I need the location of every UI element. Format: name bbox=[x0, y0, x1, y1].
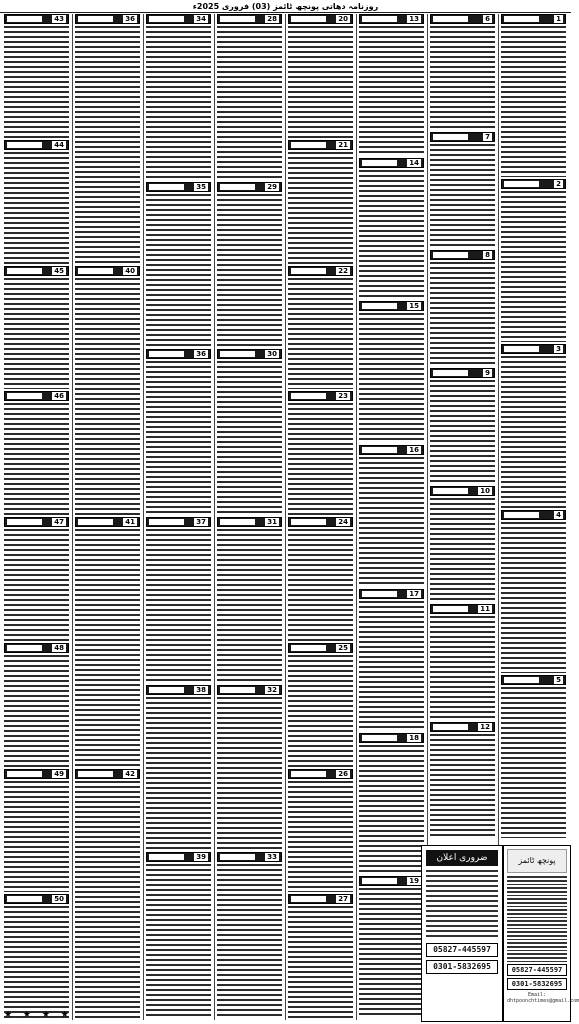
notice-title-box bbox=[433, 16, 468, 22]
notice-header bbox=[359, 876, 424, 886]
notice bbox=[288, 517, 353, 641]
notice-header bbox=[359, 158, 424, 168]
notice-title-box bbox=[7, 645, 42, 651]
notice-number: 42 bbox=[125, 769, 135, 778]
notice-body bbox=[430, 26, 495, 130]
notice-header bbox=[4, 266, 69, 276]
notice-number: 36 bbox=[196, 350, 206, 359]
notice-title-box bbox=[504, 677, 539, 683]
notice-body bbox=[146, 864, 211, 1018]
notice-body bbox=[4, 403, 69, 515]
notice-body bbox=[146, 697, 211, 851]
notice bbox=[4, 643, 69, 767]
staff-role bbox=[507, 876, 567, 885]
notice-header bbox=[430, 132, 495, 142]
notice-header bbox=[288, 14, 353, 24]
notice bbox=[217, 517, 282, 683]
notice-header bbox=[4, 894, 69, 904]
notice-header bbox=[146, 14, 211, 24]
column-6 bbox=[357, 14, 426, 1020]
notice bbox=[430, 132, 495, 248]
notice-number: 8 bbox=[485, 251, 490, 259]
notice-header bbox=[430, 14, 495, 24]
notice-number: 37 bbox=[196, 518, 206, 526]
notice-number: 23 bbox=[338, 392, 348, 401]
notice-body bbox=[75, 278, 140, 516]
notice-body bbox=[359, 457, 424, 587]
staff-phone-2[interactable]: 0301-5832695 bbox=[507, 978, 567, 990]
notice-number: 41 bbox=[125, 518, 135, 526]
notice-header bbox=[146, 349, 211, 359]
notice-title-box bbox=[362, 591, 397, 597]
notice-body bbox=[288, 403, 353, 515]
notice-title-box bbox=[149, 687, 184, 693]
notice-number: 19 bbox=[409, 877, 419, 886]
notice-title-box bbox=[291, 896, 326, 902]
notice-title-box bbox=[220, 519, 255, 525]
notice-header bbox=[217, 349, 282, 359]
notice-body bbox=[430, 616, 495, 720]
notice-header bbox=[430, 250, 495, 260]
notice-header bbox=[288, 517, 353, 527]
notice-number: 39 bbox=[196, 853, 206, 862]
notice-title-box bbox=[362, 160, 397, 166]
notice-header bbox=[288, 266, 353, 276]
notice-body bbox=[4, 152, 69, 264]
notice-body bbox=[146, 529, 211, 683]
notice-header bbox=[217, 14, 282, 24]
notice-number: 38 bbox=[196, 685, 206, 694]
notice-number: 15 bbox=[409, 302, 419, 311]
notice-title-box bbox=[291, 16, 326, 22]
notice-number: 3 bbox=[556, 345, 561, 354]
notice-number: 29 bbox=[267, 182, 277, 191]
notice-body bbox=[75, 781, 140, 1019]
notice-header bbox=[146, 852, 211, 862]
notice-header bbox=[288, 769, 353, 779]
notice-title-box bbox=[220, 687, 255, 693]
notice-number: 9 bbox=[485, 369, 490, 377]
notice-title-box bbox=[7, 771, 42, 777]
notice-header bbox=[501, 344, 566, 354]
notice bbox=[359, 301, 424, 443]
notice-title-box bbox=[7, 519, 42, 525]
staff-role bbox=[507, 942, 567, 951]
notice-number: 7 bbox=[485, 133, 490, 141]
notice-number: 11 bbox=[480, 605, 490, 613]
notice bbox=[430, 250, 495, 366]
contact-phone-2[interactable]: 0301-5832695 bbox=[426, 960, 498, 974]
notice-header bbox=[359, 445, 424, 455]
notice-header bbox=[501, 179, 566, 189]
notice-number: 5 bbox=[556, 675, 561, 684]
notice bbox=[217, 14, 282, 180]
notice-title-box bbox=[7, 142, 42, 148]
notice-header bbox=[146, 685, 211, 695]
notice-number: 2 bbox=[556, 180, 561, 189]
notice-body bbox=[288, 906, 353, 1018]
notice-title-box bbox=[362, 735, 397, 741]
notice bbox=[501, 344, 566, 507]
notice-title-box bbox=[7, 16, 42, 22]
notice-body bbox=[146, 361, 211, 515]
notice-number: 40 bbox=[125, 266, 135, 275]
notice-body bbox=[430, 734, 495, 838]
notice-title-box bbox=[149, 184, 184, 190]
notice-body bbox=[4, 529, 69, 641]
notice-title-box bbox=[78, 519, 113, 525]
column-8 bbox=[499, 14, 568, 840]
notice-header bbox=[359, 589, 424, 599]
notice-header bbox=[501, 510, 566, 520]
notice-body bbox=[217, 194, 282, 348]
notice-number: 13 bbox=[409, 15, 419, 23]
notice-number: 28 bbox=[267, 15, 277, 23]
notice bbox=[430, 368, 495, 484]
staff-email[interactable]: Email: dhtpoonchtimes@gmail.com bbox=[507, 992, 579, 1004]
notice-number: 18 bbox=[409, 733, 419, 742]
notice-title-box bbox=[504, 512, 539, 518]
notice-body bbox=[217, 529, 282, 683]
notice bbox=[501, 510, 566, 673]
notice-title-box bbox=[433, 488, 468, 494]
notice bbox=[430, 486, 495, 602]
notice bbox=[430, 14, 495, 130]
notice-title-box bbox=[291, 393, 326, 399]
notice-title-box bbox=[291, 645, 326, 651]
notice bbox=[359, 733, 424, 875]
notice-title-box bbox=[504, 16, 539, 22]
notice-title-box bbox=[78, 16, 113, 22]
notice-body bbox=[359, 26, 424, 156]
notice-header bbox=[430, 368, 495, 378]
notice-header bbox=[4, 14, 69, 24]
column-4 bbox=[215, 14, 284, 1020]
notice-number: 21 bbox=[338, 140, 348, 149]
notice bbox=[430, 604, 495, 720]
notice-body bbox=[288, 655, 353, 767]
notice bbox=[288, 140, 353, 264]
notice-title-box bbox=[433, 606, 468, 612]
notice-title-box bbox=[220, 854, 255, 860]
notice-body bbox=[430, 144, 495, 248]
notice-title-box bbox=[220, 16, 255, 22]
notice-header bbox=[146, 182, 211, 192]
notice bbox=[217, 349, 282, 515]
notice-header bbox=[4, 517, 69, 527]
notice-header bbox=[4, 643, 69, 653]
notice-body bbox=[359, 601, 424, 731]
notice-body bbox=[359, 170, 424, 300]
notice-header bbox=[430, 604, 495, 614]
notice-body bbox=[430, 262, 495, 366]
notice-title-box bbox=[220, 184, 255, 190]
masthead-date: روزنامہ دھاتی پونچھ ٹائمز (03) فروری 2025ء bbox=[192, 1, 379, 11]
notice-title-box bbox=[433, 252, 468, 258]
notice bbox=[4, 266, 69, 390]
notice-header bbox=[217, 852, 282, 862]
notice-body bbox=[4, 278, 69, 390]
notice-number: 30 bbox=[267, 350, 277, 359]
notice-number: 36 bbox=[125, 15, 135, 23]
staff-role bbox=[507, 953, 567, 962]
notice bbox=[217, 182, 282, 348]
notice bbox=[75, 769, 140, 1019]
notice bbox=[75, 266, 140, 516]
notice-header bbox=[75, 769, 140, 779]
staff-role bbox=[507, 909, 567, 918]
notice-header bbox=[501, 14, 566, 24]
notice-number: 31 bbox=[267, 518, 277, 526]
notice bbox=[4, 391, 69, 515]
notice-title-box bbox=[433, 724, 468, 730]
notice bbox=[501, 179, 566, 342]
notice-number: 12 bbox=[480, 723, 490, 731]
notice bbox=[359, 158, 424, 300]
column-1 bbox=[2, 14, 71, 1020]
notice-body bbox=[359, 313, 424, 443]
notice-header bbox=[4, 769, 69, 779]
notice-body bbox=[4, 906, 69, 1018]
notice-title-box bbox=[362, 447, 397, 453]
masthead bbox=[0, 0, 571, 13]
notice-number: 25 bbox=[338, 643, 348, 652]
newspaper-logo: پونچھ ٹائمز bbox=[507, 849, 567, 873]
notice-header bbox=[75, 517, 140, 527]
notice-body bbox=[146, 26, 211, 180]
notice-body bbox=[288, 278, 353, 390]
notice-title-box bbox=[291, 771, 326, 777]
notice-number: 45 bbox=[54, 266, 64, 275]
notice bbox=[501, 14, 566, 177]
notice-header bbox=[217, 517, 282, 527]
notice-title-box bbox=[362, 303, 397, 309]
notice-number: 50 bbox=[54, 895, 64, 904]
notice-title-box bbox=[7, 393, 42, 399]
notice-body bbox=[146, 194, 211, 348]
staff-role bbox=[507, 898, 567, 907]
notice bbox=[501, 675, 566, 838]
notice-body bbox=[501, 687, 566, 838]
notice-title-box bbox=[433, 134, 468, 140]
notice-number: 32 bbox=[267, 685, 277, 694]
notice-body bbox=[217, 26, 282, 180]
notice-title-box bbox=[220, 351, 255, 357]
notice-header bbox=[359, 733, 424, 743]
notice-title-box bbox=[362, 878, 397, 884]
notice-body bbox=[501, 522, 566, 673]
notice bbox=[4, 517, 69, 641]
notice bbox=[217, 685, 282, 851]
notice-body bbox=[501, 191, 566, 342]
notice-title-box bbox=[149, 519, 184, 525]
notice bbox=[288, 769, 353, 893]
footer-stars: ★ ★ ★ ★ bbox=[4, 1010, 73, 1020]
notice-header bbox=[4, 140, 69, 150]
notice-header bbox=[288, 894, 353, 904]
notice bbox=[4, 894, 69, 1018]
notice-title-box bbox=[504, 346, 539, 352]
notice-number: 49 bbox=[54, 769, 64, 778]
notice-title-box bbox=[504, 181, 539, 187]
notice-number: 1 bbox=[556, 15, 561, 23]
notice-body bbox=[217, 864, 282, 1018]
notice bbox=[75, 517, 140, 767]
notice-number: 27 bbox=[338, 895, 348, 904]
notice-number: 10 bbox=[480, 487, 490, 495]
notice-body bbox=[4, 655, 69, 767]
notice-body bbox=[430, 380, 495, 484]
notice bbox=[288, 894, 353, 1018]
notice-body bbox=[501, 356, 566, 507]
notice-number: 48 bbox=[54, 643, 64, 652]
notice-title-box bbox=[362, 16, 397, 22]
notice-header bbox=[430, 486, 495, 496]
notice-body bbox=[75, 529, 140, 767]
notice bbox=[288, 14, 353, 138]
notice-title-box bbox=[78, 771, 113, 777]
announcement-box bbox=[421, 845, 503, 1022]
notice bbox=[4, 14, 69, 138]
notice-title-box bbox=[291, 268, 326, 274]
notice bbox=[146, 349, 211, 515]
notice-body bbox=[430, 498, 495, 602]
staff-role bbox=[507, 887, 567, 896]
notice-title-box bbox=[149, 351, 184, 357]
notice-body bbox=[359, 745, 424, 875]
announcement-text bbox=[426, 870, 498, 940]
notice-title-box bbox=[291, 142, 326, 148]
notice bbox=[288, 643, 353, 767]
notice-title-box bbox=[7, 268, 42, 274]
notice-header bbox=[4, 391, 69, 401]
notice bbox=[146, 852, 211, 1018]
notice-number: 16 bbox=[409, 446, 419, 455]
notice-body bbox=[288, 781, 353, 893]
notice-body bbox=[75, 26, 140, 264]
notice-header bbox=[501, 675, 566, 685]
notice-header bbox=[288, 140, 353, 150]
notice-header bbox=[217, 182, 282, 192]
staff-box bbox=[503, 845, 579, 1022]
notice-body bbox=[288, 529, 353, 641]
notice-number: 4 bbox=[556, 510, 561, 519]
staff-role bbox=[507, 931, 567, 940]
notice-number: 26 bbox=[338, 769, 348, 778]
notice-number: 17 bbox=[409, 589, 419, 598]
contact-phone-1[interactable]: 05827-445597 bbox=[426, 943, 498, 957]
notice-body bbox=[288, 26, 353, 138]
notice-header bbox=[359, 301, 424, 311]
notice bbox=[288, 266, 353, 390]
notice bbox=[75, 14, 140, 264]
notice bbox=[146, 182, 211, 348]
notice-number: 47 bbox=[54, 518, 64, 526]
notice-number: 20 bbox=[338, 15, 348, 23]
notice-number: 34 bbox=[196, 15, 206, 23]
notice-header bbox=[359, 14, 424, 24]
notice-header bbox=[288, 643, 353, 653]
notice bbox=[359, 445, 424, 587]
notice bbox=[146, 685, 211, 851]
notice-header bbox=[75, 266, 140, 276]
notice bbox=[359, 589, 424, 731]
notice-number: 44 bbox=[54, 140, 64, 149]
notice-header bbox=[288, 391, 353, 401]
staff-phone-1[interactable]: 05827-445597 bbox=[507, 964, 567, 976]
notice-number: 6 bbox=[485, 15, 490, 23]
notice-number: 24 bbox=[338, 518, 348, 526]
announcement-title: ضروری اعلان bbox=[426, 850, 498, 866]
notice-number: 35 bbox=[196, 182, 206, 191]
notice-title-box bbox=[433, 370, 468, 376]
notice bbox=[430, 722, 495, 838]
notice-header bbox=[75, 14, 140, 24]
notice-body bbox=[217, 697, 282, 851]
notice-body bbox=[288, 152, 353, 264]
notice-number: 46 bbox=[54, 392, 64, 401]
notice bbox=[217, 852, 282, 1018]
notice-number: 43 bbox=[54, 15, 64, 23]
notice bbox=[146, 517, 211, 683]
notice-title-box bbox=[7, 896, 42, 902]
notice-body bbox=[4, 781, 69, 893]
column-2 bbox=[73, 14, 142, 1020]
column-5 bbox=[286, 14, 355, 1020]
notice bbox=[288, 391, 353, 515]
notice-body bbox=[501, 26, 566, 177]
notice-header bbox=[217, 685, 282, 695]
column-7 bbox=[428, 14, 497, 840]
notice bbox=[4, 769, 69, 893]
notice-body bbox=[359, 888, 424, 1018]
notice-body bbox=[217, 361, 282, 515]
column-3 bbox=[144, 14, 213, 1020]
notice bbox=[4, 140, 69, 264]
notice-header bbox=[146, 517, 211, 527]
notice-title-box bbox=[149, 16, 184, 22]
notice-body bbox=[4, 26, 69, 138]
notice-header bbox=[430, 722, 495, 732]
staff-role bbox=[507, 920, 567, 929]
notice bbox=[359, 14, 424, 156]
notice-title-box bbox=[149, 854, 184, 860]
notice-number: 14 bbox=[409, 158, 419, 167]
notice-title-box bbox=[291, 519, 326, 525]
notice-number: 33 bbox=[267, 853, 277, 862]
notice-title-box bbox=[78, 268, 113, 274]
notice bbox=[146, 14, 211, 180]
notice bbox=[359, 876, 424, 1018]
notice-number: 22 bbox=[338, 266, 348, 275]
